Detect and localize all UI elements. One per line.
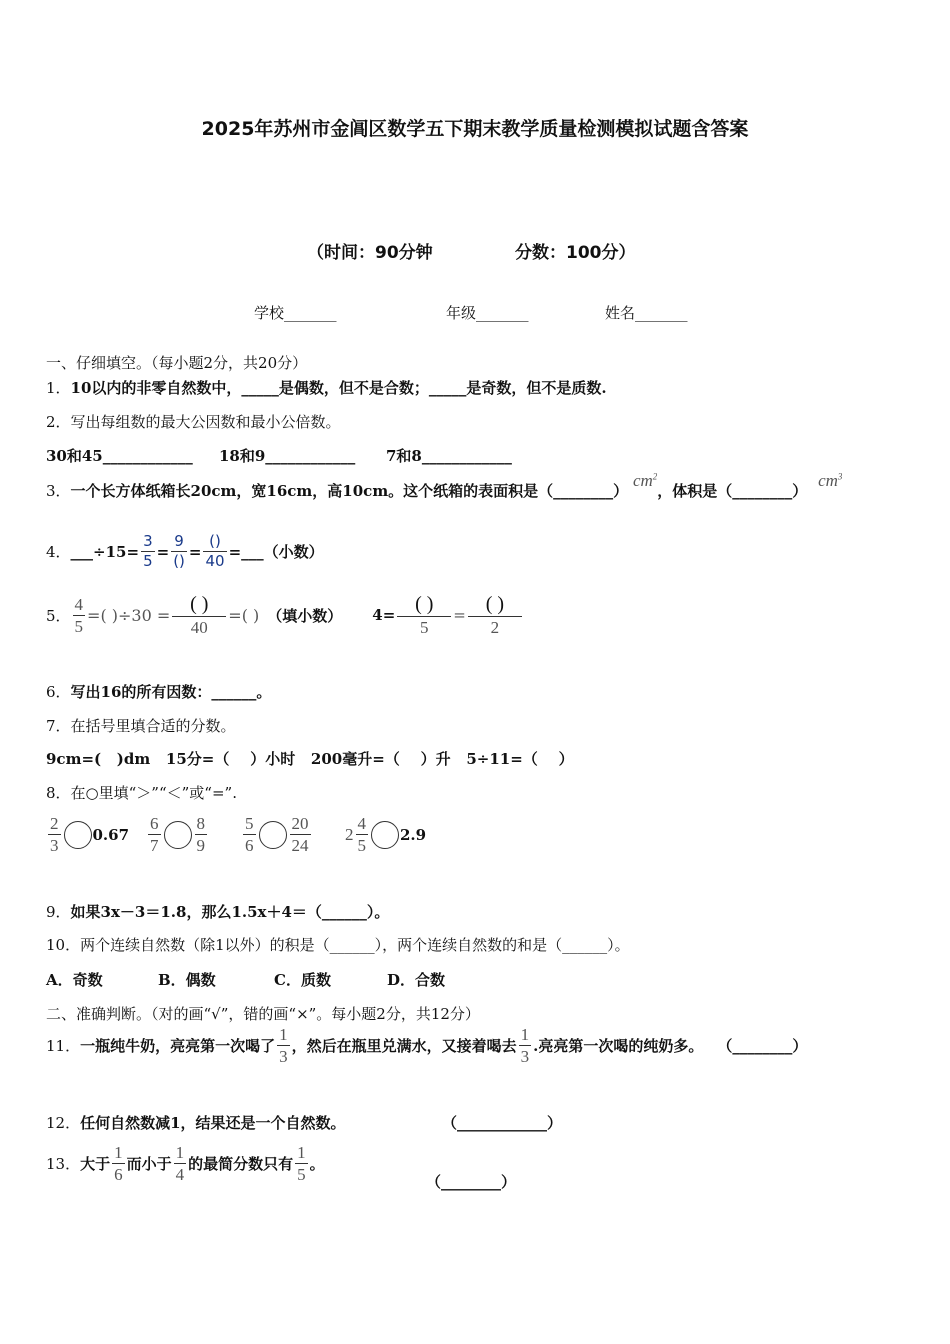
q2-item: 7和8____________ — [386, 447, 512, 465]
compare-circle[interactable] — [64, 821, 92, 849]
q4-prefix: ___÷15= — [70, 542, 140, 561]
fraction: $\frac{( )}{2}$ — [468, 594, 522, 636]
question-number: 11． — [46, 1037, 81, 1055]
q7-line: 9cm=( )dm 15分=（ ）小时 200毫升=（ ）升 5÷11=（ ） — [46, 750, 574, 768]
equals: = — [156, 542, 170, 561]
question-10 — [46, 934, 630, 955]
compare-circle[interactable] — [259, 821, 287, 849]
q2-item: 30和45____________ — [46, 447, 193, 465]
compare-circle[interactable] — [164, 821, 192, 849]
question-text-2: ，体积是（________） — [657, 482, 808, 500]
q8-item-1 — [46, 815, 129, 854]
question-number: 7． — [46, 717, 71, 735]
question-number: 6． — [46, 683, 71, 701]
fraction: $\frac{( )}{5}$ — [397, 594, 451, 636]
question-2 — [46, 411, 341, 432]
fraction: $\frac{1}{4}$ — [175, 1143, 185, 1184]
q5-text: =( )÷30 = — [87, 605, 171, 625]
option-b[interactable]: B．偶数 — [158, 971, 216, 989]
question-text: 而小于 — [126, 1155, 172, 1173]
fraction: $\frac{1}{5}$ — [297, 1143, 306, 1184]
name-field: 姓名_______ — [605, 304, 688, 322]
answer-blank[interactable]: （____________） — [442, 1114, 563, 1132]
question-number: 1． — [46, 379, 71, 397]
compare-value: 0.67 — [92, 825, 130, 844]
compare-circle[interactable] — [371, 821, 399, 849]
question-11 — [46, 1026, 807, 1065]
question-number: 8． — [46, 784, 71, 802]
unit-cm3: $cm^3$ — [818, 471, 843, 490]
q8-item-3 — [241, 815, 313, 854]
option-a[interactable]: A．奇数 — [46, 971, 103, 989]
question-5 — [46, 594, 524, 636]
question-1 — [46, 377, 607, 398]
grade-field: 年级_______ — [446, 304, 529, 322]
fraction: $\frac{20}{24}$ — [291, 814, 309, 855]
question-4 — [46, 534, 324, 569]
question-number: 12． — [46, 1114, 81, 1132]
question-9 — [46, 901, 389, 922]
question-number: 9． — [46, 903, 71, 921]
fraction: $\frac{8}{9}$ — [196, 814, 205, 855]
page-title: 2025年苏州市金阊区数学五下期末教学质量检测模拟试题含答案 — [201, 118, 749, 140]
answer-blank[interactable]: （________） — [717, 1037, 808, 1055]
time-label: （时间：90分钟 — [307, 243, 433, 263]
fraction: $\frac{6}{7}$ — [150, 814, 159, 855]
unit-cm2: $cm^2$ — [632, 471, 658, 490]
q5-note: （填小数） — [267, 606, 343, 625]
question-text: 大于 — [80, 1155, 111, 1173]
fraction: $\frac{1}{3}$ — [520, 1025, 530, 1066]
question-13 — [46, 1144, 325, 1183]
whole-number: 2 — [345, 824, 354, 844]
option-d[interactable]: D．合数 — [387, 971, 446, 989]
question-text: 如果3x－3＝1.8，那么1.5x＋4＝（______）。 — [70, 903, 390, 921]
compare-value: 2.9 — [400, 825, 427, 844]
fraction: $\frac{4}{5}$ — [357, 814, 366, 855]
question-number: 2． — [46, 413, 71, 431]
question-6 — [46, 681, 271, 702]
question-text: 一个长方体纸箱长20cm，宽16cm，高10cm。这个纸箱的表面积是（________） — [70, 482, 629, 500]
question-12 — [46, 1112, 346, 1133]
answer-blank[interactable]: （________） — [426, 1173, 517, 1191]
fraction: $\frac{5}{6}$ — [245, 814, 254, 855]
fraction: $\frac{()}{40}$ — [205, 532, 225, 570]
fraction: $\frac{9}{()}$ — [173, 532, 185, 570]
q5-text: =( ) — [228, 605, 260, 625]
question-8 — [46, 782, 237, 803]
q2-item: 18和9____________ — [219, 447, 356, 465]
question-number: 5． — [46, 606, 71, 625]
section-1-heading: 一、仔细填空。（每小题2分，共20分） — [46, 354, 308, 372]
question-number: 13． — [46, 1155, 81, 1173]
school-field: 学校_______ — [254, 304, 337, 322]
question-text: 。 — [309, 1155, 325, 1173]
equals: = — [453, 606, 466, 624]
question-3 — [46, 471, 843, 501]
q8-item-4 — [345, 815, 426, 854]
question-number: 10． — [46, 936, 81, 954]
question-text: 写出16的所有因数：______。 — [70, 683, 272, 701]
score-label: 分数：100分） — [515, 243, 636, 263]
question-text: 10以内的非零自然数中，_____是偶数，但不是合数；_____是奇数，但不是质数. — [70, 379, 607, 397]
fraction: $\frac{1}{3}$ — [279, 1025, 288, 1066]
question-number: 4． — [46, 543, 71, 561]
question-text: .亮亮第一次喝的纯奶多。 — [533, 1037, 704, 1055]
option-c[interactable]: C．质数 — [274, 971, 331, 989]
question-7 — [46, 715, 236, 736]
question-text: 一瓶纯牛奶，亮亮第一次喝了 — [80, 1037, 276, 1055]
fraction: $\frac{( )}{40}$ — [172, 594, 226, 636]
section-2-heading: 二、准确判断。（对的画“√”，错的画“×”。每小题2分，共12分） — [46, 1005, 480, 1023]
fraction: $\frac{3}{5}$ — [143, 532, 153, 570]
question-text: 在括号里填合适的分数。 — [70, 717, 236, 735]
equals: = — [188, 542, 202, 561]
fraction: $\frac{2}{3}$ — [50, 814, 59, 855]
question-text: 的最简分数只有 — [188, 1155, 294, 1173]
question-text: 在○里填“＞”“＜”或“=”. — [70, 784, 237, 802]
question-text: 两个连续自然数（除1以外）的积是（______），两个连续自然数的和是（______）。 — [80, 936, 630, 954]
q4-suffix: =___（小数） — [228, 543, 324, 561]
question-number: 3． — [46, 482, 71, 500]
fraction: $\frac{1}{6}$ — [114, 1143, 123, 1184]
q8-item-2 — [146, 815, 209, 854]
question-text: 任何自然数减1，结果还是一个自然数。 — [80, 1114, 346, 1132]
question-text: ，然后在瓶里兑满水，又接着喝去 — [291, 1037, 517, 1055]
question-text: 写出每组数的最大公因数和最小公倍数。 — [70, 413, 341, 431]
q5-four: 4= — [372, 606, 396, 624]
fraction: $\frac{4}{5}$ — [74, 594, 84, 636]
